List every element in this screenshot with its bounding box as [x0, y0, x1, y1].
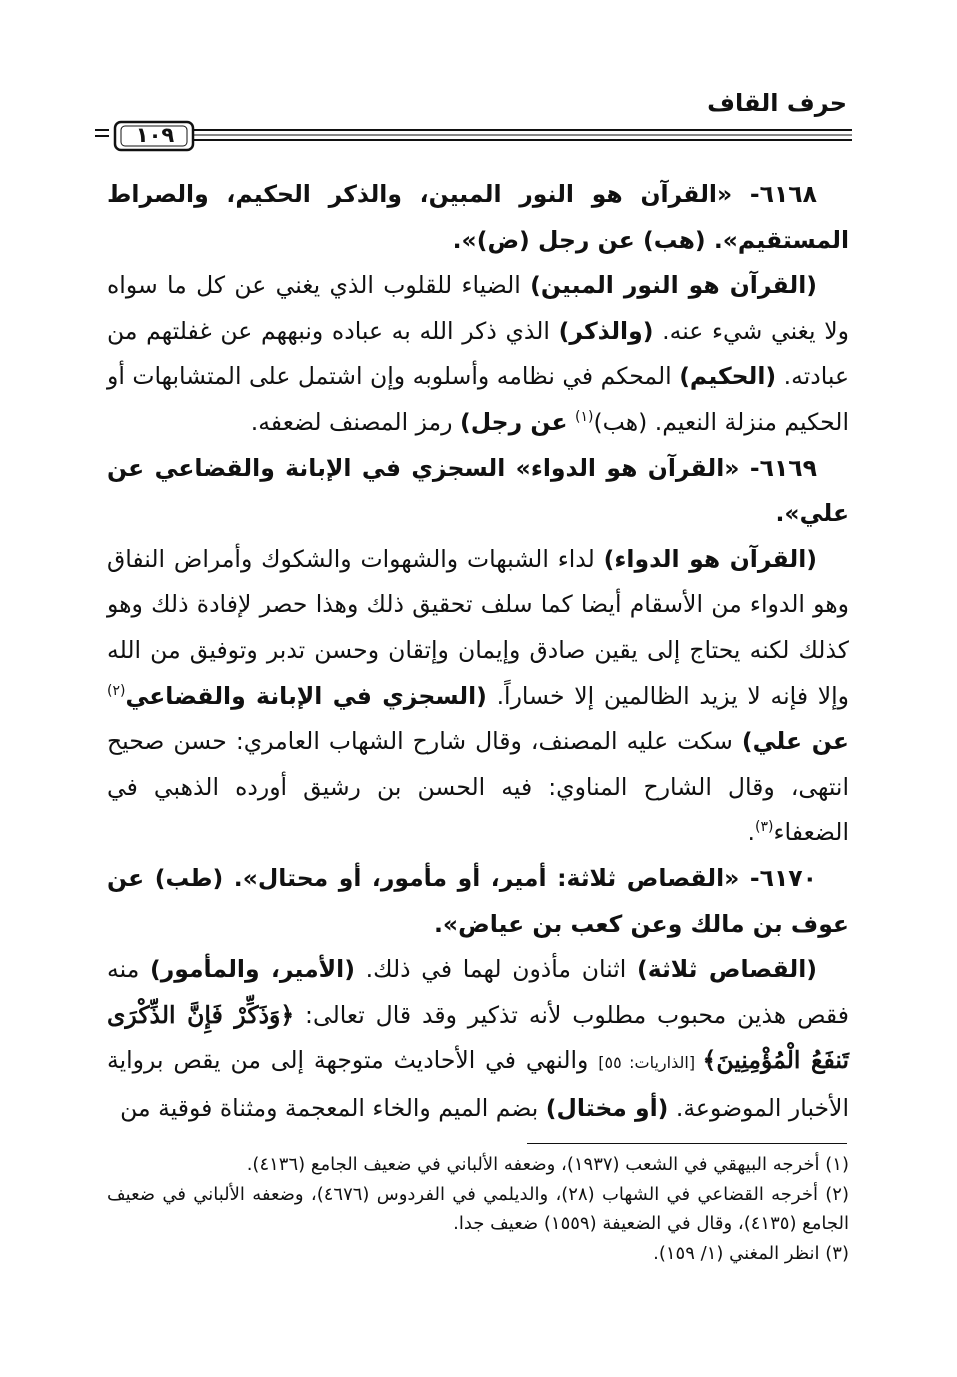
quran-verse: ﴿وَذَكِّرْ فَإِنَّ الذِّكْرَى تَنفَعُ الْمُؤْمِنِينَ﴾ — [107, 1000, 849, 1075]
footnote-ref-2[interactable]: (٢) — [107, 682, 126, 699]
text: سكت عليه المصنف، وقال شارح الشهاب العامري: حسن صحيح انتهى، وقال الشارح المناوي: فيه الحسن بن رشيق أورده الذهبي في الضعفاء — [107, 727, 849, 847]
text: لداء الشبهات والشهوات والشكوك وأمراض النفاق وهو الدواء من الأسقام أيضا كما سلف تحقيق ذلك وهذا حصر لإفادة ذلك وهو كذلك لكنه يحتاج إلى يقين صادق وإيمان وإتقان وحسن تدبر وتوفيق من الله وإلا فإنه لا يزيد الظالمين إلا خساراً. — [107, 544, 849, 710]
footnote-3: (٣) انظر المغني (١/ ١٥٩). — [653, 1242, 849, 1264]
main-text — [107, 172, 849, 1131]
term: (أو مختال) — [545, 1093, 669, 1122]
footnote-separator — [527, 1143, 847, 1144]
commentary-6169 — [107, 537, 849, 856]
hadith-entry-6170 — [107, 856, 849, 947]
footnote-ref-3[interactable]: (٣) — [755, 819, 774, 836]
hadith-entry-6169: ٦١٦٩- «القرآن هو الدواء» السجزي في الإبانة والقضاعي عن علي». — [107, 453, 849, 528]
hadith-entry-6168: ٦١٦٨- «القرآن هو النور المبين، والذكر الحكيم، والصراط المستقيم». (هب) عن رجل (ض)». — [107, 180, 849, 254]
term: (القرآن هو النور المبين) — [530, 271, 818, 300]
header-rule — [95, 118, 852, 154]
text: المحكم في نظامه وأسلوبه وإن اشتمل على المتشابهات أو الحكيم منزلة النعيم. (هب) — [107, 362, 849, 436]
footnote-1: (١) أخرجه البيهقي في الشعب (١٩٣٧)، وضعفه الألباني في ضعيف الجامع (٤١٣٦). — [246, 1154, 849, 1175]
text: رمز المصنف لضعفه. — [250, 407, 460, 436]
commentary-6168 — [107, 263, 849, 445]
hadith-source: (طب) عن عوف بن مالك وعن كعب بن عياض». — [107, 863, 849, 938]
page-number: ١٠٩ — [135, 123, 175, 147]
text: بضم الميم والخاء المعجمة ومثناة فوقية من — [120, 1093, 546, 1122]
term: (والذكر) — [558, 316, 654, 345]
text — [568, 408, 575, 436]
footnotes — [107, 1150, 849, 1268]
text: والنهي في الأحاديث متوجهة إلى من يقص برواية الأخبار الموضوعة. — [107, 1046, 849, 1122]
footnote-2: (٢) أخرجه القضاعي في الشهاب (٢٨)، والديلمي في الفردوس (٤٦٧٦)، وضعفه الألباني في ضعيف الجامع (٤١٣٥)، وقال في الضعيفة (١٥٥٩) ضعيف جدا. — [107, 1183, 849, 1234]
term: (الأمير، والمأمور) — [149, 955, 355, 984]
term: (القصاص ثلاثة) — [636, 955, 817, 984]
term: (السجزي في الإبانة والقضاعي — [125, 681, 487, 710]
term: عن رجل) — [459, 407, 568, 436]
footnote-ref-1[interactable]: (١) — [575, 409, 594, 426]
term: عن علي) — [741, 727, 849, 756]
text: الذي ذكر الله به عباده ونبههم عن غفلتهم من عبادته. — [107, 316, 849, 391]
chapter-title: حرف القاف — [707, 89, 847, 117]
sura-reference: [الذاريات: ٥٥] — [598, 1053, 703, 1073]
text: . — [747, 818, 756, 847]
text: اثنان مأذون لهما في ذلك. — [354, 955, 637, 984]
text: الضياء للقلوب الذي يغني عن كل ما سواه ولا يغني شيء عنه. — [107, 271, 849, 345]
term: (الحكيم) — [679, 362, 777, 391]
term: (القرآن هو الدواء) — [603, 544, 817, 573]
hadith-text: ٦١٧٠- «القصاص ثلاثة: أمير، أو مأمور، أو محتال». — [233, 863, 817, 892]
commentary-6170 — [107, 947, 849, 1131]
text: منه فقص هذين محبوب مطلوب لأنه تذكير وقد قال تعالى: — [107, 955, 849, 1029]
